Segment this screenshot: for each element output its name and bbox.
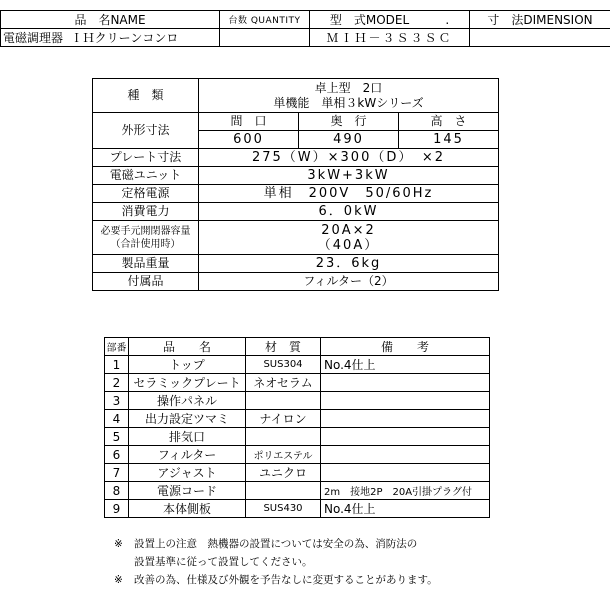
product-name: ＩＨクリーンコンロ (70, 31, 179, 45)
part-material: ユニクロ (246, 464, 321, 482)
spec-consumption-value: 6．0kW (199, 203, 499, 221)
part-material (246, 428, 321, 446)
header-model-value: ＭＩＨ－３Ｓ３ＳＣ (310, 29, 470, 47)
spec-plate-label: プレート寸法 (93, 149, 199, 167)
spec-accessory-label: 付属品 (93, 273, 199, 291)
header-quantity-label: 台数 QUANTITY (220, 11, 310, 29)
table-row (105, 482, 490, 500)
spec-unit-label: 電磁ユニット (93, 167, 199, 185)
parts-header-name: 品 名 (129, 338, 246, 356)
spec-row-type (93, 79, 499, 113)
spec-breaker-label (93, 221, 199, 255)
spec-depth-value: 490 (299, 131, 399, 149)
part-note (321, 446, 490, 464)
part-material (246, 482, 321, 500)
spec-height-value: 145 (399, 131, 499, 149)
part-no: 8 (105, 482, 129, 500)
header-dimension-value (470, 29, 610, 47)
spec-accessory-value: フィルター（2） (199, 273, 499, 291)
part-note (321, 392, 490, 410)
part-material: ナイロン (246, 410, 321, 428)
part-no: 4 (105, 410, 129, 428)
part-name: 電源コード (129, 482, 246, 500)
parts-table (104, 337, 490, 518)
header-model-label (310, 11, 470, 29)
spec-row-plate (93, 149, 499, 167)
part-no: 5 (105, 428, 129, 446)
spec-row-unit (93, 167, 499, 185)
table-row (105, 410, 490, 428)
spec-row-power (93, 185, 499, 203)
part-no: 3 (105, 392, 129, 410)
table-row (105, 374, 490, 392)
part-note: No.4仕上 (321, 500, 490, 518)
part-note (321, 374, 490, 392)
part-note (321, 428, 490, 446)
part-no: 6 (105, 446, 129, 464)
header-row-values (1, 29, 610, 47)
spec-consumption-label: 消費電力 (93, 203, 199, 221)
part-name: 排気口 (129, 428, 246, 446)
part-name: セラミックプレート (129, 374, 246, 392)
part-material (246, 392, 321, 410)
part-name: 出力設定ツマミ (129, 410, 246, 428)
spec-table (92, 78, 499, 291)
spec-width-label: 間 口 (199, 113, 299, 131)
part-material: ポリエステル (246, 446, 321, 464)
parts-header-no: 部番 (105, 338, 129, 356)
spec-plate-value: 275（W）×300（D） ×2 (199, 149, 499, 167)
note-1-line-2 (114, 554, 313, 569)
parts-table-body (105, 338, 490, 518)
note-1-text-2: 設置基準に従って設置してください。 (134, 556, 313, 568)
spec-row-consumption (93, 203, 499, 221)
part-note (321, 464, 490, 482)
header-dot: . (445, 13, 450, 27)
note-2-mark: ※ (114, 574, 123, 586)
part-name: フィルター (129, 446, 246, 464)
header-model-label-text: 型 式MODEL (329, 13, 410, 27)
part-material: SUS304 (246, 356, 321, 374)
spec-breaker-label-1: 必要手元開閉器容量 (100, 225, 191, 237)
spec-breaker-value-2: （40A） (317, 237, 380, 253)
note-1-mark: ※ (114, 538, 123, 550)
spec-power-label: 定格電源 (93, 185, 199, 203)
part-name: トップ (129, 356, 246, 374)
spec-row-accessory (93, 273, 499, 291)
part-no: 2 (105, 374, 129, 392)
part-material: SUS430 (246, 500, 321, 518)
spec-type-value-2: 単機能 単相３kWシリーズ (273, 95, 424, 110)
parts-header-material: 材 質 (246, 338, 321, 356)
table-row (105, 500, 490, 518)
header-name-label: 品 名NAME (1, 11, 220, 29)
header-dimension-label: 寸 法DIMENSION (470, 11, 610, 29)
table-row (105, 392, 490, 410)
note-1-line-1 (114, 536, 417, 551)
header-table (0, 10, 610, 47)
spec-weight-label: 製品重量 (93, 255, 199, 273)
header-quantity-value (220, 29, 310, 47)
spec-depth-label: 奥 行 (299, 113, 399, 131)
spec-row-weight (93, 255, 499, 273)
header-product-cell (1, 29, 220, 47)
spec-unit-value: 3kW+3kW (199, 167, 499, 185)
spec-width-value: 600 (199, 131, 299, 149)
note-2-text: 改善の為、仕様及び外観を予告なしに変更することがあります。 (134, 574, 438, 586)
part-material: ネオセラム (246, 374, 321, 392)
spec-type-value-1: 卓上型 2口 (314, 80, 383, 95)
spec-row-dims-head (93, 113, 499, 131)
part-note: 2m 接地2P 20A引掛プラグ付 (321, 482, 490, 500)
spec-weight-value: 23．6kg (199, 255, 499, 273)
part-name: アジャスト (129, 464, 246, 482)
part-no: 9 (105, 500, 129, 518)
part-no: 7 (105, 464, 129, 482)
table-row (105, 446, 490, 464)
table-row (105, 464, 490, 482)
spec-breaker-label-2: （合計使用時） (110, 238, 181, 250)
parts-header-note: 備 考 (321, 338, 490, 356)
spec-power-value: 単相 200V 50/60Hz (199, 185, 499, 203)
spec-dims-label: 外形寸法 (93, 113, 199, 149)
part-note: No.4仕上 (321, 356, 490, 374)
parts-header-row (105, 338, 490, 356)
note-2 (114, 572, 438, 587)
note-1-text: 設置上の注意 熱機器の設置については安全の為、消防法の (134, 538, 418, 550)
table-row (105, 356, 490, 374)
part-name: 本体側板 (129, 500, 246, 518)
spec-type-value (199, 79, 499, 113)
table-row (105, 428, 490, 446)
part-name: 操作パネル (129, 392, 246, 410)
spec-type-label: 種 類 (93, 79, 199, 113)
spec-row-breaker (93, 221, 499, 255)
spec-breaker-value-1: 20A×2 (321, 222, 376, 238)
spec-breaker-value (199, 221, 499, 255)
spec-height-label: 高 さ (399, 113, 499, 131)
header-row-labels (1, 11, 610, 29)
product-category: 電磁調理器 (3, 31, 64, 45)
part-note (321, 410, 490, 428)
part-no: 1 (105, 356, 129, 374)
